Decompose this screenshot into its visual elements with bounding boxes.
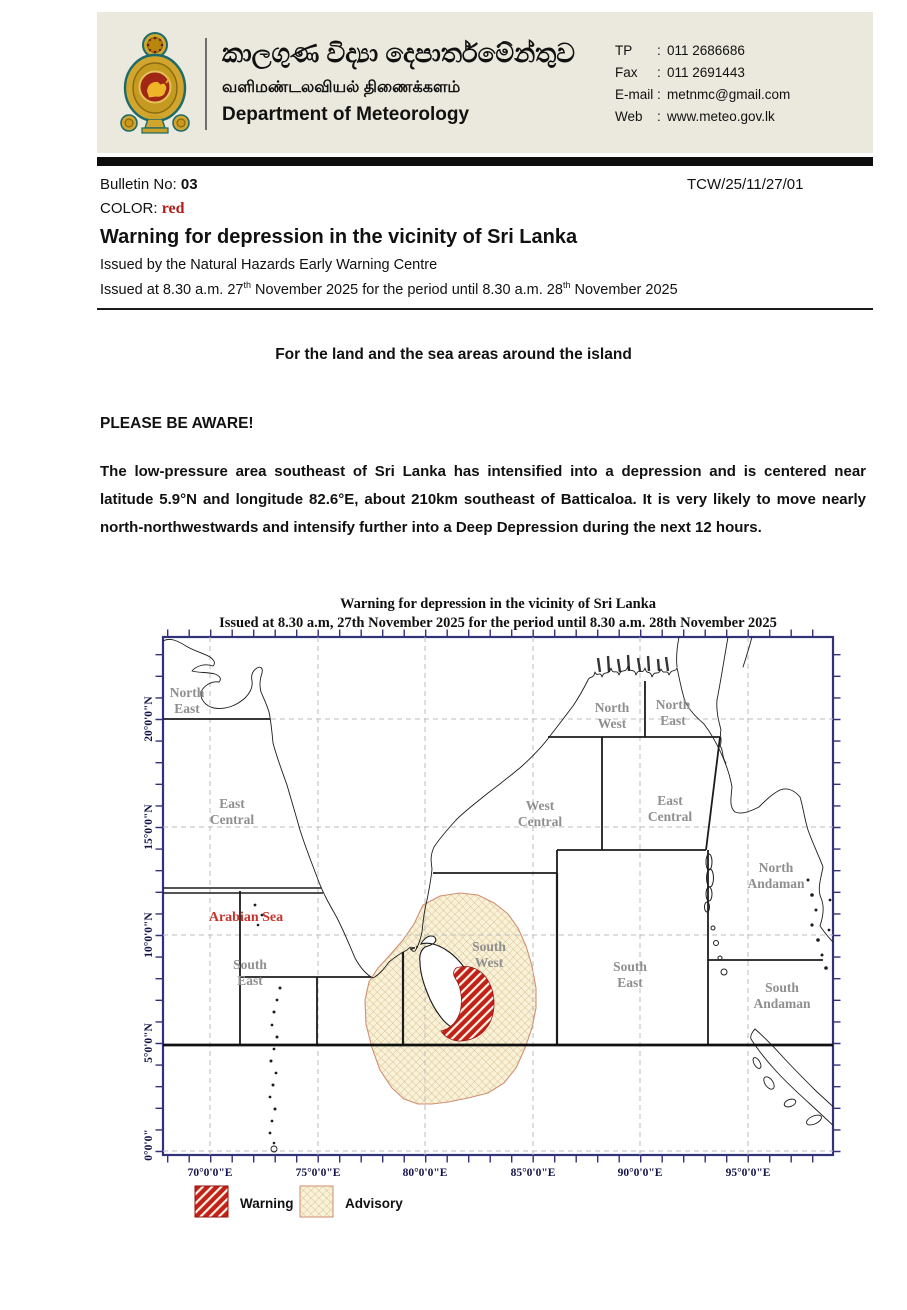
svg-text:SouthEast: South East — [613, 959, 647, 990]
header-divider — [205, 38, 207, 130]
svg-text:SouthEast: South East — [233, 957, 267, 988]
y-tick-label: 15°0'0"N — [143, 804, 155, 850]
color-value: red — [161, 200, 185, 217]
section-rule — [97, 308, 873, 310]
advisory-legend-label: Advisory — [345, 1196, 403, 1211]
contact-colon: : — [657, 43, 661, 58]
bulletin-color-line — [100, 200, 185, 218]
y-tick-label: 0°0'0" — [143, 1129, 155, 1161]
org-name-english: Department of Meteorology — [222, 104, 470, 125]
svg-text:SouthAndaman: South Andaman — [753, 980, 811, 1011]
color-label: COLOR: — [100, 200, 158, 217]
org-name-tamil: வளிமண்டலவியல் திணைக்களம் — [222, 79, 461, 96]
contact-row-web — [615, 106, 790, 128]
contact-row-tp — [615, 40, 790, 62]
y-tick-label: 10°0'0"N — [143, 912, 155, 958]
area-heading: For the land and the sea areas around the island — [275, 346, 632, 363]
bulletin-number-value: 03 — [180, 176, 198, 193]
issued-by-line: Issued by the Natural Hazards Early Warning Centre — [100, 257, 438, 273]
svg-text:NorthEast: North East — [169, 685, 205, 716]
svg-text:EastCentral: East Central — [209, 796, 255, 827]
contact-row-fax — [615, 62, 790, 84]
contact-value: 011 2691443 — [667, 65, 745, 80]
warning-legend-label: Warning — [240, 1196, 294, 1211]
svg-text:NorthAndaman: North Andaman — [747, 860, 805, 891]
header-band — [97, 12, 873, 153]
svg-text:SouthWest: South West — [472, 939, 506, 970]
warning-body-paragraph: The low-pressure area southeast of Sri Lanka has intensified into a depression and is centered near latitude 5.9°N and longitude 82.6°E, about 210km southeast of Batticaloa. It is very likely to move nearly north-northwestwards and intensify further into a Deep Depression during the next 12 hours. — [100, 463, 866, 536]
contact-label: Web — [615, 109, 643, 124]
svg-text:EastCentral: East Central — [647, 793, 693, 824]
bulletin-number-label: Bulletin No: — [100, 176, 177, 193]
y-tick-label: 5°0'0"N — [143, 1023, 155, 1063]
arabian-sea-label: Arabian Sea — [208, 910, 284, 925]
issued-at-part: November 2025 — [570, 281, 678, 298]
org-name-sinhala: කාලගුණ විද්‍යා දෙපාර්තමේන්තුව — [222, 38, 575, 68]
ordinal-suffix: th — [243, 280, 251, 290]
map-title-line1: Warning for depression in the vicinity of Sri Lanka — [339, 596, 657, 612]
svg-text:WestCentral: West Central — [517, 798, 563, 829]
y-tick-label: 20°0'0"N — [143, 696, 155, 742]
x-tick-label: 75°0'0"E — [295, 1167, 341, 1179]
contact-label: E-mail — [615, 87, 654, 102]
contact-colon: : — [657, 65, 661, 80]
issued-at-part: Issued at 8.30 a.m. 27 — [100, 281, 244, 298]
contact-colon: : — [657, 87, 661, 102]
bulletin-number-line — [100, 176, 198, 193]
warning-legend-swatch — [195, 1186, 228, 1217]
x-tick-label: 70°0'0"E — [187, 1167, 233, 1179]
contact-colon: : — [657, 109, 661, 124]
svg-text:NorthEast: North East — [655, 697, 691, 728]
header-separator-bar — [97, 157, 873, 166]
contact-row-email — [615, 84, 790, 106]
x-tick-label: 90°0'0"E — [617, 1167, 663, 1179]
sri-lanka-emblem-logo — [117, 29, 193, 137]
advisory-legend-swatch — [300, 1186, 333, 1217]
bulletin-reference: TCW/25/11/27/01 — [687, 176, 804, 193]
contact-label: Fax — [615, 65, 638, 80]
x-tick-label: 95°0'0"E — [725, 1167, 771, 1179]
issued-at-line — [100, 280, 678, 298]
contact-value: 011 2686686 — [667, 43, 745, 58]
issued-at-part: November 2025 for the period until 8.30 a.m. 28 — [251, 281, 563, 298]
contact-label: TP — [615, 43, 633, 58]
svg-text:NorthWest: North West — [594, 700, 630, 731]
map-legend — [195, 1186, 403, 1217]
x-tick-label: 80°0'0"E — [402, 1167, 448, 1179]
x-tick-label: 85°0'0"E — [510, 1167, 556, 1179]
map-title-line2: Issued at 8.30 a.m, 27th November 2025 for the period until 8.30 a.m. 28th November 2025 — [219, 615, 777, 631]
contact-value: www.meteo.gov.lk — [667, 109, 775, 124]
ordinal-suffix: th — [562, 280, 571, 290]
contact-value: metnmc@gmail.com — [667, 87, 791, 102]
aware-heading: PLEASE BE AWARE! — [100, 415, 254, 432]
document-title: Warning for depression in the vicinity of Sri Lanka — [100, 226, 578, 248]
warning-map — [110, 588, 870, 1250]
contact-block — [615, 40, 790, 128]
